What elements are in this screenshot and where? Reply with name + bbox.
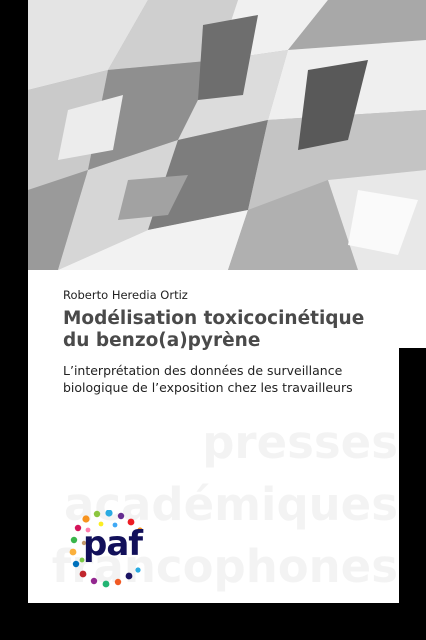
right-frame-bar (399, 348, 426, 640)
author-name: Roberto Heredia Ortiz (63, 288, 188, 302)
cover-artwork (28, 0, 426, 270)
watermark-line (38, 412, 398, 474)
publisher-logo-text: paf (83, 524, 143, 564)
book-subtitle: L’interprétation des données de surveillance biologique de l’exposition chez les travailleurs (63, 363, 353, 395)
bottom-frame-bar (0, 603, 426, 640)
left-frame-bar (0, 0, 28, 640)
publisher-logo (68, 510, 160, 588)
book-title: Modélisation toxicocinétique du benzo(a)pyrène (63, 308, 365, 351)
